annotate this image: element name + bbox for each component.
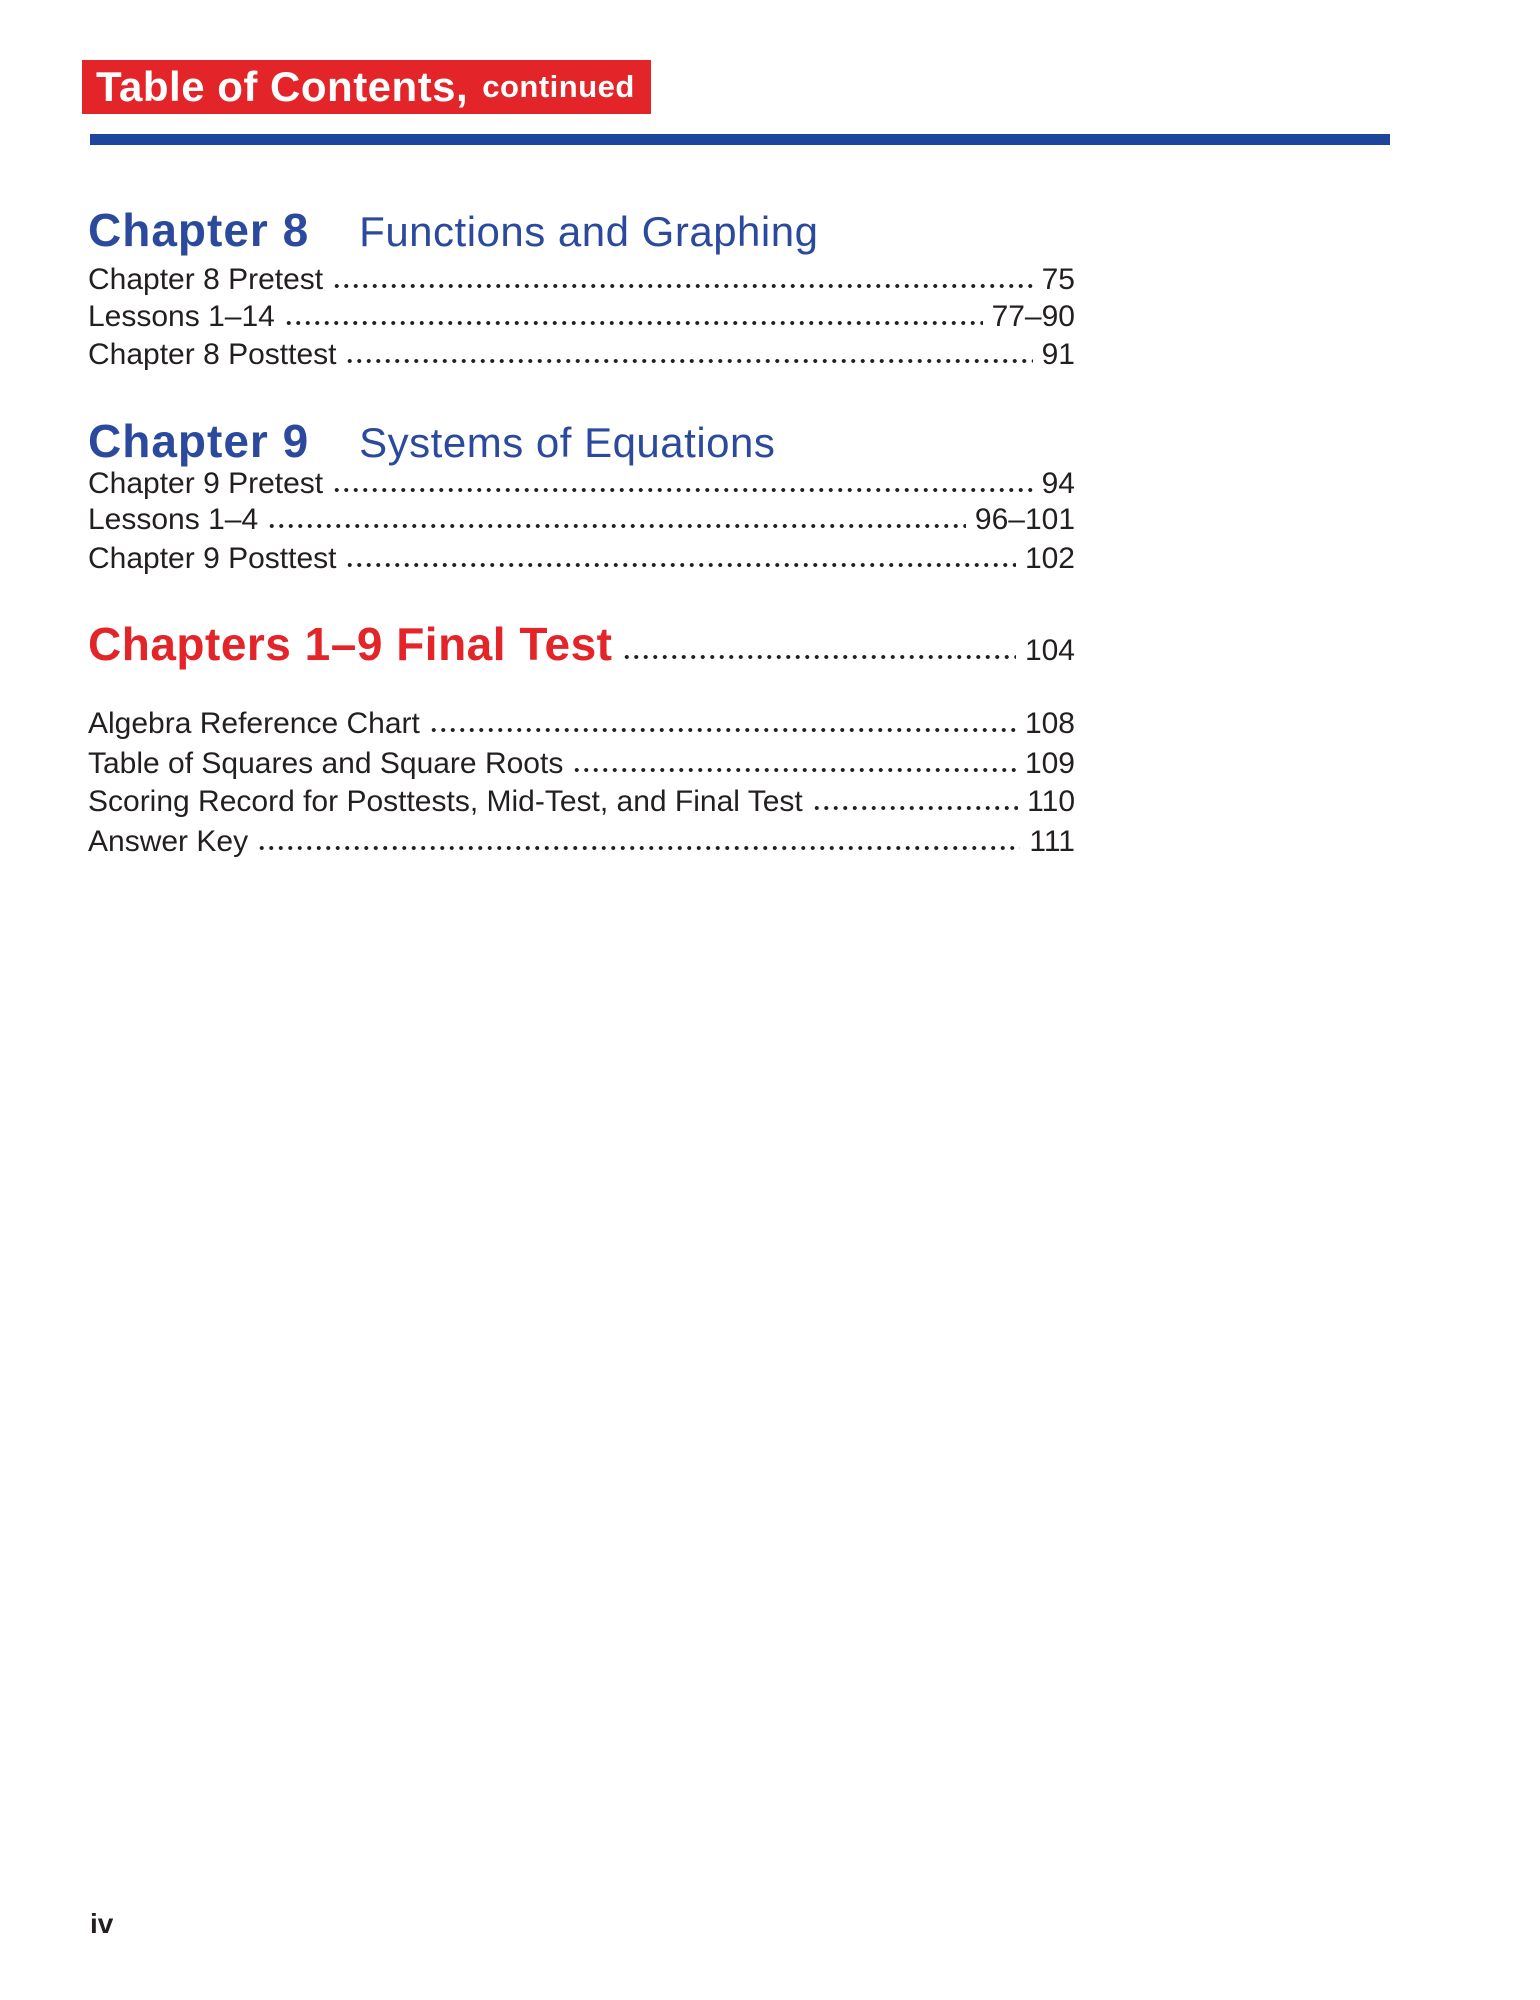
toc-entry-label: Chapter 8 Posttest — [88, 338, 337, 371]
dot-leader — [812, 805, 1018, 811]
dot-leader — [332, 283, 1033, 289]
dot-leader — [267, 523, 966, 529]
toc-entry-page: 91 — [1041, 338, 1075, 371]
page-banner — [82, 60, 651, 114]
dot-leader — [257, 845, 1020, 851]
toc-entry-page: 94 — [1041, 467, 1075, 500]
chapter-8-title: Functions and Graphing — [359, 208, 819, 255]
final-test-row — [88, 617, 1075, 671]
header-rule — [90, 134, 1390, 145]
dot-leader — [345, 358, 1032, 364]
toc-row — [88, 338, 1075, 372]
chapter-8-heading — [88, 203, 818, 257]
toc-entry-page: 102 — [1024, 542, 1075, 575]
toc-entry-label: Lessons 1–4 — [88, 503, 259, 536]
chapter-9-heading — [88, 414, 775, 468]
toc-entry-label: Chapter 9 Posttest — [88, 542, 337, 575]
toc-entry-page: 77–90 — [991, 300, 1075, 333]
toc-row — [88, 747, 1075, 781]
toc-entry-page: 110 — [1027, 785, 1075, 818]
toc-entry-page: 96–101 — [974, 503, 1075, 536]
dot-leader — [332, 487, 1033, 493]
toc-row — [88, 707, 1075, 741]
final-test-label: Chapters 1–9 Final Test — [88, 618, 613, 670]
dot-leader — [284, 320, 983, 326]
toc-entry-label: Chapter 8 Pretest — [88, 263, 324, 296]
dot-leader — [345, 562, 1015, 568]
toc-entry-label: Algebra Reference Chart — [88, 707, 420, 740]
toc-entry-page: 111 — [1029, 825, 1075, 858]
dot-leader — [622, 654, 1016, 660]
toc-row — [88, 785, 1075, 819]
chapter-9-title: Systems of Equations — [359, 419, 776, 466]
dot-leader — [429, 727, 1016, 733]
toc-entry-page: 75 — [1041, 263, 1075, 296]
banner-continued-label: continued — [482, 69, 635, 104]
toc-row — [88, 503, 1075, 537]
toc-entry-page: 108 — [1024, 707, 1075, 740]
page-folio: iv — [90, 1908, 114, 1939]
toc-entry-label: Chapter 9 Pretest — [88, 467, 324, 500]
toc-entry-label: Scoring Record for Posttests, Mid-Test, and Final Test — [88, 785, 803, 818]
dot-leader — [572, 767, 1016, 773]
toc-entry-page: 109 — [1024, 747, 1075, 780]
toc-row — [88, 467, 1075, 501]
toc-row — [88, 825, 1075, 859]
chapter-8-number: Chapter 8 — [88, 204, 310, 256]
toc-entry-label: Table of Squares and Square Roots — [88, 747, 564, 780]
final-test-page: 104 — [1024, 634, 1075, 667]
toc-row — [88, 542, 1075, 576]
toc-row — [88, 263, 1075, 297]
toc-row — [88, 300, 1075, 334]
toc-entry-label: Lessons 1–14 — [88, 300, 275, 333]
chapter-9-number: Chapter 9 — [88, 415, 310, 467]
toc-entry-label: Answer Key — [88, 825, 249, 858]
banner-title: Table of Contents, — [96, 63, 469, 110]
